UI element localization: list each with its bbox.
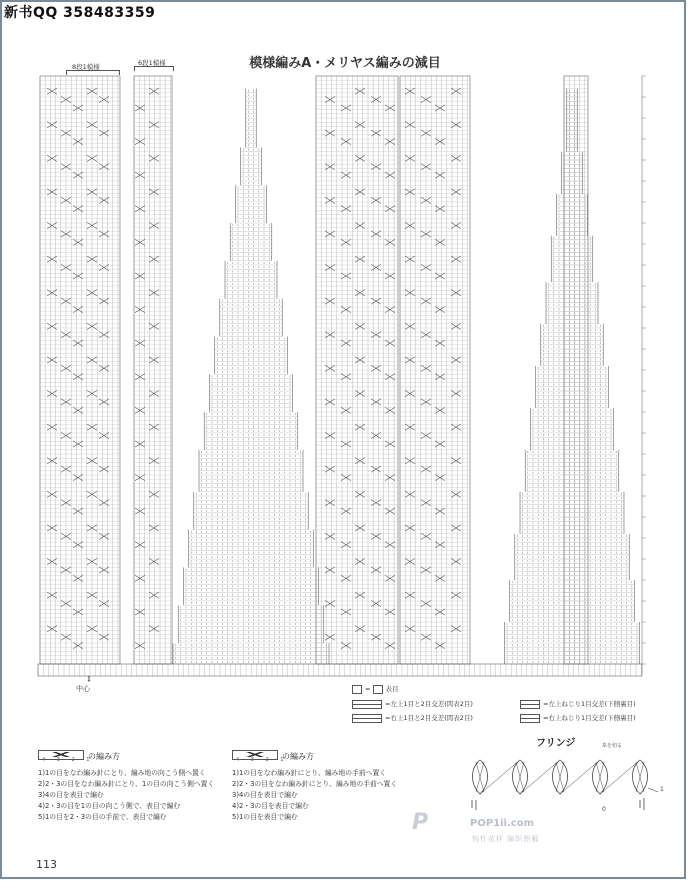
cable-cross-mark [149, 357, 159, 363]
cable-cross-mark [405, 357, 415, 363]
cable-cross-mark [355, 458, 365, 464]
cable-cross-mark [355, 290, 365, 296]
cable-cross-mark [405, 390, 415, 396]
cable-cross-mark [341, 172, 351, 178]
cable-cross-mark [405, 256, 415, 262]
cable-cross-mark [405, 189, 415, 195]
logo-mark: P [412, 810, 430, 835]
cable-cross-mark [135, 239, 145, 245]
cable-cross-mark [149, 491, 159, 497]
cable-cross-mark [405, 424, 415, 430]
center-stitch-number: 1 [87, 676, 91, 683]
cable-cross-mark [385, 508, 395, 514]
cable-cross-mark [149, 592, 159, 598]
legend-knit-stitch: = 表目 [352, 684, 399, 694]
cable-cross-mark [451, 424, 461, 430]
cable-cross-mark [371, 197, 381, 203]
cable-cross-mark [451, 155, 461, 161]
stockinette-decrease-left [173, 89, 329, 664]
cable-cross-mark [385, 575, 395, 581]
repeat-label-6-rows: 6段1模様 [138, 59, 166, 67]
cable-cross-mark [385, 206, 395, 212]
method-right-steps [232, 768, 397, 823]
cable-cross-mark [385, 340, 395, 346]
cable-cross-mark [149, 256, 159, 262]
cable-cross-mark [405, 122, 415, 128]
dash-square-icon [373, 685, 383, 694]
method-left-step: 1)1の目をなわ編み針にとり、編み地の向こう側へ置く [38, 769, 206, 777]
cable-cross-mark [135, 273, 145, 279]
fringe-title: フリンジ [536, 738, 576, 749]
blank-square-icon [352, 685, 362, 694]
cable-cross-mark [451, 122, 461, 128]
cable-cross-mark [149, 155, 159, 161]
method-left-step: 4)2・3の目を1の目の向こう側で、表目で編む [38, 802, 181, 810]
cable-cross-mark [355, 525, 365, 531]
cable-cross-mark [451, 491, 461, 497]
cable-cross-mark [371, 231, 381, 237]
legend-left-cable: =左上1目と2目交差(間表2目) [352, 699, 473, 709]
method-left-step: 3)4の目を表目で編む [38, 791, 104, 799]
cable-cross-mark [371, 466, 381, 472]
cable-cross-mark [355, 357, 365, 363]
cable-cross-mark [355, 189, 365, 195]
cable-cross-mark [355, 256, 365, 262]
cable-cross-mark [405, 323, 415, 329]
cable-cross-mark [135, 474, 145, 480]
cable-cross-mark [341, 474, 351, 480]
method-right-step: 2)2・3の目をなわ編み針にとり、編み地の手前へ置く [232, 780, 398, 788]
cable-cross-mark [355, 88, 365, 94]
cable-cross-mark [451, 592, 461, 598]
cable-cross-mark [149, 525, 159, 531]
cable-cross-mark [405, 491, 415, 497]
cable-cross-mark [405, 222, 415, 228]
cable-cross-mark [405, 626, 415, 632]
cable-cross-mark [451, 88, 461, 94]
cable-cross-mark [451, 357, 461, 363]
cable-cross-mark [451, 222, 461, 228]
cable-cross-mark [135, 374, 145, 380]
cable-cross-mark [149, 222, 159, 228]
cable-cross-mark [355, 155, 365, 161]
right-twist-icon [520, 714, 540, 723]
cable-cross-mark [341, 273, 351, 279]
logo-subtitle: 钩针花样 编织图解 [472, 835, 540, 843]
cable-cross-mark [371, 533, 381, 539]
method-right-step: 4)2・3の目を表目で編む [232, 802, 309, 810]
cable-cross-mark [135, 206, 145, 212]
cable-cross-mark [451, 390, 461, 396]
cable-cross-mark [371, 567, 381, 573]
cable-cross-mark [355, 122, 365, 128]
cable-cross-mark [355, 424, 365, 430]
cable-cross-mark [355, 626, 365, 632]
cable-cross-mark [149, 189, 159, 195]
method-left-step: 2)2・3の目をなわ編み針にとり、1の目の向こう側へ置く [38, 780, 215, 788]
cable-cross-mark [341, 306, 351, 312]
repeat-label-8-rows: 8段1模様 [72, 63, 100, 71]
cable-cross-mark [135, 642, 145, 648]
cable-cross-mark [149, 390, 159, 396]
cable-cross-mark [149, 458, 159, 464]
cable-cross-mark [385, 407, 395, 413]
cable-cross-mark [371, 634, 381, 640]
cable-cross-mark [405, 290, 415, 296]
cable-cross-mark [371, 399, 381, 405]
cable-cross-mark [355, 390, 365, 396]
cable-cross-mark [135, 306, 145, 312]
cable-cross-mark [135, 407, 145, 413]
cable-cross-mark [135, 542, 145, 548]
cable-cross-mark [451, 290, 461, 296]
cable-cross-mark [135, 105, 145, 111]
cable-cross-mark [341, 441, 351, 447]
method-left-step: 5)1の目を2・3の目の手前で、表目で編む [38, 813, 167, 821]
cable-cross-mark [385, 105, 395, 111]
cable-cross-mark [149, 88, 159, 94]
cable-cross-mark [341, 206, 351, 212]
fringe-illustration [462, 748, 662, 814]
cable-cross-mark [371, 164, 381, 170]
cable-cross-mark [371, 298, 381, 304]
cable-cross-mark [341, 374, 351, 380]
cable-cross-mark [341, 542, 351, 548]
cable-cross-mark [405, 155, 415, 161]
cable-cross-mark [341, 508, 351, 514]
cable-cross-mark [371, 600, 381, 606]
cable-cross-mark [451, 626, 461, 632]
cable-cross-mark [405, 525, 415, 531]
page-number: 113 [36, 858, 57, 871]
logo-site: POP1ii.com [470, 818, 534, 829]
cable-cross-mark [385, 306, 395, 312]
left-cable-icon [352, 700, 382, 709]
cable-cross-mark [385, 239, 395, 245]
cable-cross-mark [371, 96, 381, 102]
cable-cross-mark [451, 525, 461, 531]
cable-cross-mark [149, 424, 159, 430]
cable-cross-mark [355, 222, 365, 228]
cable-cross-mark [149, 323, 159, 329]
fringe-arrow-label: 1 [660, 786, 664, 793]
cable-cross-mark [135, 609, 145, 615]
cable-cross-mark [385, 542, 395, 548]
fringe-note: 糸を切る [602, 743, 623, 749]
cable-cross-mark [451, 323, 461, 329]
fringe-zero-label: 0 [602, 806, 606, 813]
cable-cross-mark [135, 441, 145, 447]
cable-cross-mark [355, 323, 365, 329]
method-right-stitch-numbers: 4 3 2 1 [236, 757, 289, 763]
cable-cross-mark [355, 491, 365, 497]
cable-cross-mark [371, 264, 381, 270]
cable-cross-mark [341, 609, 351, 615]
base-row [38, 664, 642, 676]
method-right-header: の編み方 [232, 744, 314, 763]
cable-cross-mark [371, 130, 381, 136]
cable-cross-mark [149, 122, 159, 128]
cable-cross-mark [405, 458, 415, 464]
qq-watermark: 新书QQ 358483359 [4, 5, 156, 21]
cable-cross-mark [341, 239, 351, 245]
method-right-step: 5)1の目を表目で編む [232, 813, 298, 821]
legend-left-twist: =左上ねじり1目交差(下側裏目) [520, 699, 636, 709]
stockinette-decrease-right [504, 89, 639, 664]
cable-cross-mark [341, 575, 351, 581]
cable-cross-mark [451, 256, 461, 262]
right-cable-icon [352, 714, 382, 723]
cable-cross-mark [385, 642, 395, 648]
legend-right-twist: =右上ねじり1目交差(下側裏目) [520, 713, 636, 723]
cable-cross-mark [405, 558, 415, 564]
cable-cross-mark [371, 500, 381, 506]
legend-right-cable: =右上1目と2目交差(間表2目) [352, 713, 473, 723]
cable-cross-mark [451, 558, 461, 564]
method-left-stitch-numbers: 4 3 2 1 [42, 757, 95, 763]
cable-cross-mark [385, 474, 395, 480]
cable-cross-mark [341, 407, 351, 413]
cable-cross-mark [135, 138, 145, 144]
left-twist-icon [520, 700, 540, 709]
cable-cross-mark [371, 332, 381, 338]
cable-cross-mark [385, 609, 395, 615]
cable-cross-mark [385, 138, 395, 144]
cable-cross-mark [135, 508, 145, 514]
cable-cross-mark [451, 458, 461, 464]
cable-cross-mark [385, 172, 395, 178]
cable-cross-mark [149, 558, 159, 564]
chart-title: 模様編みA・メリヤス編みの減目 [249, 56, 441, 71]
cable-cross-mark [341, 642, 351, 648]
method-right-step: 1)1の目をなわ編み針にとり、編み地の手前へ置く [232, 769, 387, 777]
cable-cross-mark [371, 365, 381, 371]
center-label: 中心 [76, 685, 90, 693]
cable-cross-mark [341, 340, 351, 346]
cable-cross-mark [405, 592, 415, 598]
cable-cross-mark [355, 558, 365, 564]
cable-cross-mark [135, 575, 145, 581]
cable-cross-mark [371, 432, 381, 438]
cable-cross-mark [355, 592, 365, 598]
cable-cross-mark [451, 189, 461, 195]
cable-cross-mark [341, 105, 351, 111]
cable-cross-mark [149, 290, 159, 296]
cable-cross-mark [385, 374, 395, 380]
cable-cross-mark [135, 172, 145, 178]
method-left-header: の編み方 [38, 744, 120, 763]
cable-cross-mark [385, 441, 395, 447]
cable-cross-mark [135, 340, 145, 346]
cable-cross-mark [385, 273, 395, 279]
cable-cross-mark [149, 626, 159, 632]
method-right-step: 3)4の目を表目で編む [232, 791, 298, 799]
cable-cross-mark [405, 88, 415, 94]
cable-cross-mark [341, 138, 351, 144]
method-left-steps [38, 768, 214, 823]
